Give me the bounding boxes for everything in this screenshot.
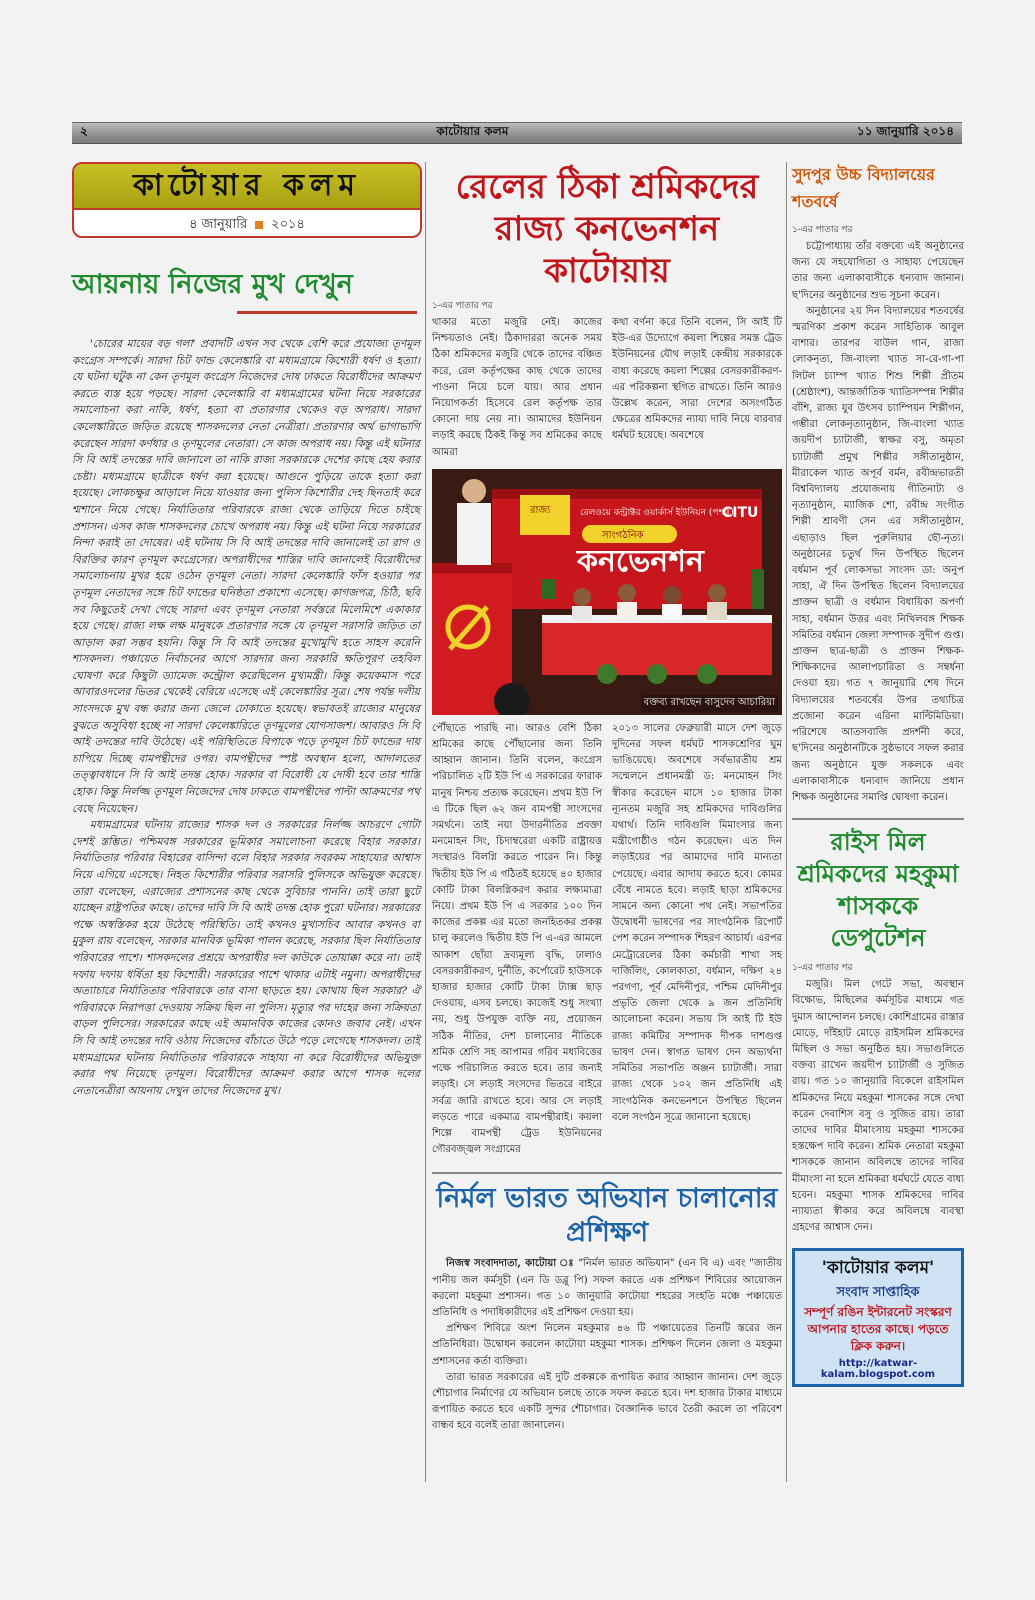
convention-bottom-text <box>432 721 782 1158</box>
nirmal-paragraph-3: তারা ভারত সরকারের এই দুটি প্রকল্পকে রূপায়িত করার আহ্বান জানান। দেশ জুড়ে শৌচাগার নির্মাণের যে অভিযান চলছে তাকে সফল করতে হবে। দশ হাজার টাকার মাধ্যমে রূপায়িত করতে হবে একটি সুন্দর শৌচাগার। বৈজ্ঞানিক ভাবে তৈরী করলে তা পরিবেশ বান্ধব হবে বলেই তারা জানালেন। <box>432 1371 782 1432</box>
masthead <box>72 162 422 238</box>
editorial-paragraph-1: 'চোরের মায়ের বড় গলা' প্রবাদটি এখন সব থেকে বেশি করে প্রযোজ্য তৃণমূল কংগ্রেস সম্পর্কে। সারদা চিট ফান্ড কেলেঙ্কারি বা মধ্যমগ্রামে কিশোরী ধর্ষণ ও হত্যা। যে ঘটনা ঘটুক না কেন তৃণমূল কংগ্রেস নিজেদের দোষ ঢাকতে বিরোধীদের আক্রমণ করতে ব্যস্ত হয়ে পড়ছে। সারদা কেলেঙ্কারি বা মধ্যমগ্রামের ঘটনা নিয়ে সরকারের সমালোচনা করা নাকি, ধর্ষণ, হত্যা বা প্রতারণার থেকেও বড় অপরাধ। সারদা কেলেঙ্কারিতে জড়িত রয়েছে শাসকদলের নেতা নেত্রীরা। প্রতারণার অর্থ ভাগাভাগি করেছেন সারদা কর্ণধার ও তৃণমূলের নেতারা। সে কাজ অপরাধ নয়। কিন্তু এই ঘটনার সি বি আই তদন্তের দাবি জানালে তা নাকি রাজ্য সরকারকে দেশের কাছে হেয় করার চেষ্টা। মধ্যমগ্রামে ছাত্রীকে ধর্ষণ করা হয়েছে। আগুনে পুড়িয়ে তাকে হত্যা করা হয়েছে। লোকচক্ষুর আড়ালে নিয়ে যাওয়ার জন্য পুলিস কিশোরীর দেহ ছিনতাই করে শ্মশানে নিয়ে গেছে। নির্যাতিতার পরিবারকে রাজ্য থেকে তাড়িয়ে দিতে চাইছে প্রশাসন। এসব কাজ শাসকদলের চোখে অপরাধ নয়। কিন্তু এই ঘটনা নিয়ে সরকারের নিন্দা করাই তা দোষের। এই ঘটনায় সি বি আই তদন্তের দাবি জানালেই তা রাগ ও বিরক্তির কারণ তৃণমূল কংগ্রেসের। অপরাধীদের শাস্তির দাবি জানালেই বিরোধীদের সমালোচনায় মুখর হয়ে ওঠেন তৃণমূল নেতা। সারদা কেলেঙ্কারি ফাঁস হওয়ার পর তৃণমূল নেতাদের সঙ্গে চিট ফান্ডের ঘনিষ্ঠতা প্রকাশ্যে এসেছে। কাগজপত্র, চিঠি, ছবি সব কিছুতেই দেখা গেছে সারদা এবং তৃণমূল নেতারা সর্বস্তরে মিলেমিশে একাকার হয়ে গেছে। রাজ্য লক্ষ লক্ষ মানুষকে প্রতারণার সঙ্গে যে তৃণমূল সরাসরি জড়িত তা আড়াল করা সম্ভব হয়নি। কিন্তু সি বি আই তদন্তের মুখোমুখি হতে সাহস করেনি শাসকদল। পঞ্চায়েত নির্বাচনের আগে সারদার জন্য সরকারি ক্ষতিপূরণ তহবিল ঘোষণা করে কিছুটা ড্যামেজ কন্ট্রোল করেছিলেন মুখ্যমন্ত্রী। কিন্তু কয়েকমাস পরে আবারওদলের ভিতর থেকেই বেরিয়ে এসেছে এই কেলেঙ্কারির সূত্র। শেষ পর্যন্ত দলীয় সাংসদকে মুখ বন্ধ করার জন্য জেলে ঢোকাতে হয়েছে। স্বভাবতই রাজ্যের মানুষের বুঝতে অসুবিধা হচ্ছে না সারদা কেলেঙ্কারিতে তৃণমূলের যোগসাজশ। আবারও সি বি আই তদন্তের দাবি উঠেছে। এই পরিস্থিতিতে বিপাকে পড়ে তৃণমূল চিট ফান্ডের দায় চাপিয়ে দিচ্ছে বামপন্থীদের ওপর। বামপন্থীদের স্পষ্ট অবস্থান হলো, আদালতের তত্ত্বাবধানে সি বি আই তদন্ত হোক। সরকার বা বিরোধী যে দোষী হবে তার শাস্তি হোক। কিন্তু নির্লজ্জ তৃণমূল নিজেদের দোষ ঢাকতে বামপন্থীদের পাল্টা আক্রমণের পথ বেছে নিয়েছেন। <box>72 338 420 815</box>
photo-banner: কনভেনশন <box>577 543 704 579</box>
column-divider-left <box>425 162 426 1482</box>
school-headline: সুদপুর উচ্চ বিদ্যালয়ের শতবর্ষে <box>792 165 935 211</box>
nirmal-text: "নির্মল ভারত অভিযান" (এন বি এ) এবং "জাতীয় পানীয় জল কর্মসূচী (এন ডি ডব্লু পি) সফল করতে এক প্রশিক্ষণ শিবিরের আয়োজন করলো মহকুমা প্রশাসন। গত ১০ জানুয়ারি কাটোয়া শহরের সংহতি মঞ্চে পঞ্চায়েত প্রতিনিধি ও পদাধিকারীদের এই প্রশিক্ষণ দেওয়া হয়। <box>432 1258 782 1318</box>
nirmal-headline: নির্মল ভারত অভিযান চালানোর প্রশিক্ষণ <box>432 1172 782 1250</box>
convention-top-col-2: কথা বর্ণনা করে তিনি বলেন, সি আই টি ইউ-এর উদ্যোগে কয়লা শিল্পের সমস্ত ট্রেড ইউনিয়নের যৌথ লড়াই কেন্দ্রীয় সরকারকে বাধ্য করেছে কয়লা শিল্পের বেসরকারীকরণ-এর পরিকল্পনা স্থগিত রাখতে। তিনি আরও উল্লেখ করেন, সারা দেশের অসংগঠিত ক্ষেত্রের শ্রমিকদের ন্যায্য দাবি নিয়ে বারবার ধর্মঘট হয়েছে। অবশেষে <box>612 317 782 442</box>
editorial-column <box>72 162 420 1099</box>
rice-mill-continued-label: ১-এর পাতার পর <box>792 963 853 974</box>
convention-top-col-1: থাকার মতো মজুরি নেই। কাজের নিশ্চয়তাও নেই। ঠিকাদাররা অনেক সময় ঠিকা শ্রমিকদের মজুরি থেকে তাদের বঞ্চিত করে, রেল কর্তৃপক্ষের কাছ থেকে তাদের পাওনা নিয়ে চলে যায়। আর প্রধান নিয়োগকর্তা হিসেবে রেল কর্তৃপক্ষ তার কোনো দায় নেয় না। আমাদের ইউনিয়ন লড়াই করছে ঠিকই কিন্তু সব শ্রমিকের কাছে আমরা <box>432 317 602 458</box>
convention-bottom-col-1: পৌঁছাতে পারছি না। আরও বেশি ঠিকা শ্রমিকের কাছে পৌঁছানোর জন্য তিনি আহ্বান জানান। তিনি বলেন, কংগ্রেস পরিচালিত ২টি ইউ পি এ সরকারের ফারাক মানুষ নিশ্চয় প্রত্যক্ষ করেছেন। প্রথম ইউ পি এ টিকে ছিল ৬২ জন বামপন্থী সাংসদের সমর্থনে। তাই নয়া উদারনীতির প্রবক্তা মনমোহন সিং, চিদাম্বরেরা একটি রাষ্ট্রায়ত্ত সংস্থারও বিলগ্নি করতে পারেন নি। কিন্তু দ্বিতীয় ইউ পি এ গঠিতই হয়েছে ৪০ হাজার কোটি টাকা বিলগ্নিকরণ করার লক্ষ্যমাত্রা নিয়ে। প্রথম ইউ পি এ সরকার ১০০ দিন কাজের প্রকল্প এর মতো জনহিতকর প্রকল্প চালু করলেও দ্বিতীয় ইউ পি এ-এর আমলে আকাশ ছোঁয়া দ্রব্যমূল্য বৃদ্ধি, ঢালাও বেসরকারীকরণ, দুর্নীতি, কর্পোরেট হাউসকে হাজার হাজার কোটি টাকা ট্যাক্স ছাড় দেওয়ায়, এসব চলছে। কাজেই শুধু সংখ্যা নয়, শুধু উপযুক্ত ব্যক্তি নয়, প্রয়োজন সঠিক নীতির, দেশ চালানোর নীতিকে শ্রমিক শ্রেণি সহ আপামর গরিব মধ্যবিত্তের পক্ষে পরিচালিত করতে হবে। তার জন্যই লড়াই। সে লড়াই সংসদের ভিতরে বাইরে সর্বত্র জারি রাখতে হবে। আর সে লড়াই লড়তে পারে একমাত্র বামপন্থীরাই। কয়লা শিল্পে বামপন্থী ট্রেড ইউনিয়নের গৌরবজ্জ্বল সংগ্রামের <box>432 722 602 1156</box>
square-bullet-icon <box>255 221 263 229</box>
editorial-headline: আয়নায় নিজের মুখ দেখুন <box>72 269 353 300</box>
convention-top-text <box>432 315 782 461</box>
rice-mill-body <box>792 977 964 1236</box>
convention-continued-label: ১-এর পাতার পর <box>432 301 493 311</box>
convention-bottom-col-2: ২০১৩ সালের ফেব্রুয়ারী মাসে দেশ জুড়ে দুদিনের সফল ধর্মঘট শাসকশ্রেণির ঘুম ভাঙিয়েছে। অবশেষে সর্বভারতীয় শ্রম সম্মেলনে প্রধানমন্ত্রী ড: মনমোহন সিং স্বীকার করেছেন মাসে ১০ হাজার টাকা ন্যূনতম মজুরি সহ শ্রমিকদের দাবিগুলির যথার্থ। তিনি দাবিগুলি মিমাংসার জন্য মন্ত্রীগোষ্ঠীও গঠন করেছেন। এত দিন লড়াইয়ের পর আমাদের দাবি মান্যতা পেয়েছে। এবার আদায় করতে হবে। কোমর বেঁধে নামতে হবে। লড়াই ছাড়া শ্রমিকদের সামনে অন্য কোনো পথ নেই। সভাপতির উদ্বোধনী ভাষণের পর সাংগঠনিক রিপোর্ট পেশ করেন সম্পাদক শিহরণ আচার্য। এরপর মেট্রোরেলের ঠিকা কর্মচারী শাখা সহ দার্জিলিং, কোলকাতা, বর্ধমান, দক্ষিণ ২৪ পরগণা, পূর্ব মেদিনীপুর, পশ্চিম মেদিনীপুর প্রভৃতি জেলা থেকে ৯ জন প্রতিনিধি আলোচনা করেন। সভায় সি আই টি ইউ রাজ্য কমিটির সম্পাদক দীপক দাশগুপ্ত ভাষণ দেন। স্বাগত ভাষণ দেন অভ্যর্থনা সমিতির সভাপতি অঞ্জন চ্যাটার্জী। সারা রাজ্য থেকে ১০২ জন প্রতিনিধি এই সাংগঠনিক কনভেনশনে উপস্থিত ছিলেন বলে সংগঠন সূত্রে জানানো হয়েছে। <box>612 722 782 1123</box>
masthead-date-year: ২০১৪ <box>271 217 305 232</box>
rice-mill-paragraph: মজুরি। মিল গেটে সভা, অবস্থান বিক্ষোভ, মিছিলের কর্মসূচির মাধ্যমে গত দুমাস আন্দোলন চলছে। কোশিগ্রামের রাস্তার মোড়ে, দাঁইহাট মোড়ে রাইসমিল শ্রমিকদের মিছিল ও সভা অনুষ্ঠিত হয়। সভাগুলিতে বক্তব্য রাখেন জয়দীপ চ্যাটার্জী ও সুজিত রায়। গত ১০ জানুয়ারি বিকেলে রাইসমিল শ্রমিকদের নিয়ে মহকুমা শাসকের সঙ্গে দেখা করেন দেবাশিস বসু ও সুজিত রায়। তারা তাদের দাবির মীমাংসায় মহকুমা শাসকের হস্তক্ষেপ দাবি করেন। শ্রমিক নেতারা মহকুমা শাসককে জানান অবিলম্বে তাদের দাবির মীমাংসা না হলে শ্রমিকরা ধর্মঘটে যেতে বাধ্য হবেন। মহকুমা শাসক শ্রমিকদের দাবির ন্যায্যতা স্বীকার করে অবিলম্বে ব্যবস্থা গ্রহণের আশ্বাস দেন। <box>792 979 964 1234</box>
photo-banner-sub: সাংগঠনিক <box>602 529 644 541</box>
masthead-title: কাটোয়ার কলম <box>74 164 420 210</box>
nirmal-body <box>432 1256 782 1434</box>
masthead-date-day: ৪ জানুয়ারি <box>189 217 248 232</box>
editorial-paragraph-2: মধ্যমগ্রামের ঘটনায় রাজ্যের শাসক দল ও সরকারের নির্লজ্জ আচরণে গোটা দেশই স্তম্ভিত। পশ্চিমবঙ্গ সরকারের ভূমিকার সমালোচনা করেছে বিহার সরকার। নির্যাতিতার পরিবার বিহারের বাসিন্দা বলে বিহার সরকার সবরকম সাহায্যের আশ্বাস নিয়ে এগিয়ে এসেছে। নিহত কিশোরীর পরিবার সরাসরি পুলিসকে অভিযুক্ত করেছে। তারা বলেছেন, এরাজ্যের প্রশাসনের কাছ থেকে সুবিচার পাননি। তাই তারা ছুটে যাচ্ছেন রাষ্ট্রপতির কাছে। তাদের দাবি সি বি আই তদন্ত হোক পুরো ঘটনার। সরকারের পক্ষে অস্বস্তিকর হয়ে উঠেছে পরিস্থিতি। তাই কখনও মুখ্যসচিব আবার কখনও বা মুকুল রায় বলেছেন, সরকার মানবিক ভূমিকা পালন করেছে, সরকার ছিল নির্যাতিতার পরিবারের পাশে। শাসকদলের প্রশ্রয়ে অপরাধীর দল কাউকে তোয়াক্কা করে না। তাই দফায় দফায় ধর্ষিতা হয় কিশোরী। সরকারের পাশে থাকার এটাই নমুনা। অপরাধীদের অত্যাচারে নির্যাতিতার পরিবারকে তার বাসা ছাড়তে হয়। কোথায় ছিল সরকার? ঐ পরিবারকে নিরাপত্তা দেওয়ায় সক্রিয় ছিল না পুলিস। মৃত্যুর পর দাহের জন্য সক্রিয়তা বাড়ল পুলিসের। সরকারের কাছে এই অমানবিক কাজের কোনও জবাব নেই। এখন সি বি আই তদন্তের দাবি ওঠায় নিজেদের বাঁচাতে উঠে পড়ে লেগেছে শাসকদল। তাই মধ্যমগ্রামের ঘটনায় নির্যাতিতার পরিবারকে সাহায্য না করে বিরোধীদের অভিযুক্ত করার পথ নিয়েছে তৃণমূল। বিরোধীদের আক্রমণ করার আগে শাসক দলের নেতানেত্রীরা আয়নায় দেখুন তাদের নিজেদের মুখ। <box>72 819 420 1097</box>
column-divider-right <box>786 162 787 1482</box>
convention-photo-art <box>432 469 782 715</box>
photo-citu: CITU <box>722 504 759 521</box>
convention-photo <box>432 469 782 715</box>
right-column <box>792 162 964 1387</box>
school-paragraph-2: অনুষ্ঠানের ২য় দিন বিদ্যালয়ের শতবর্ষের স্মরণিকা প্রকাশ করেন সাহিত্যিক আবুল বাশার। তারপর বাউল গান, রাজা লোকনৃত্য, জি-বাংলা খ্যাত সা-রে-গা-পা লিটল চ্যাম্প খ্যাত শিশু শিল্পী প্রীতম (শ্রেষ্ঠাংশ), আন্তর্জাতিক খ্যাতিসম্পন্ন শিল্পীর বাঁশি, রাজ্য যুব উৎসব চ্যাম্পিয়ন শিল্পীগন, গম্ভীরা লোকনৃত্যানুষ্ঠান, জি-বাংলা খ্যাত জয়দীপ চ্যাটার্জী, স্বাক্ষর বসু, অমৃতা চ্যাটার্জী প্রমুখ শিল্পীর সঙ্গীতানুষ্ঠান, মীরাকেল খ্যাত অপূর্ব বর্মন, রবীন্দ্রভারতী বিশ্ববিদ্যালয় প্রযোজনায় গীতিনাট্য ও নৃত্যানুষ্ঠান, ম্যাজিক শো, রবীন্দ্র সংগীত শিল্পী শ্রাবণী সেন এর সঙ্গীতানুষ্ঠান, এছাড়াও ছিল পুরুলিয়ার ছৌ-নৃত্য। অনুষ্ঠানের চতুর্থ দিন উপস্থিত ছিলেন বর্ধমান পূর্ব লোকসভা সাংসদ ডা: অনুপ সাহা, ঐ দিন উপস্থিত ছিলেন বিদ্যালয়ের প্রাক্তন ছাত্রী ও বর্ধমান বিধায়িকা অপর্ণা সাহা, বর্ধমান উত্তর এবং নিখিলবঙ্গ শিক্ষক সমিতির বর্ধমান জেলা সম্পাদক সুদীপ গুপ্ত। প্রাক্তন ছাত্র-ছাত্রী ও প্রাক্তন শিক্ষক-শিক্ষিকাদের আলাপচারিতা ও সম্বর্ধনা দেওয়া হয়। গত ৭ জানুয়ারি শেষ দিনে বিদ্যালয়ের শতবর্ষের উপর তথ্যচিত্র প্রজোনা করেন এরিনা মাল্টিমিডিয়া। পরিশেষে আতসবাজি প্রদর্শনী করে, ছ'দিনের অনুষ্ঠানটিকে সুষ্ঠভাবে সফল করার জন্য অনুষ্ঠানে যুক্ত সকলকে এবং এলাকাবাসীকে ধন্যবাদ জানিয়ে প্রধান শিক্ষক অনুষ্ঠানের সমাপ্তি ঘোষণা করেন। <box>792 305 964 803</box>
nirmal-paragraph-1 <box>432 1256 782 1321</box>
header-date: ১১ জানুয়ারি ২০১৪ <box>856 124 954 138</box>
headline-underline <box>237 311 417 314</box>
nirmal-byline: নিজস্ব সংবাদদাতা, কাটোয়া ঃ <box>446 1258 575 1270</box>
header-paper-name: কাটোয়ার কলম <box>436 124 509 138</box>
school-paragraph-1: চট্টোপাধ্যায় তাঁর বক্তব্যে এই অনুষ্ঠানের জন্য যে সহযোগিতা ও সাহায্য পেয়েছেন তার জন্য এলাকাবাসীকে ধন্যবাদ জানান। ছ'দিনের অনুষ্ঠানের শুভ সূচনা করেন। <box>792 241 964 301</box>
photo-union-name: রেলওয়ে কন্ট্রাক্টর ওয়ার্কার্স ইউনিয়ন (পশ্চঃ) <box>580 507 734 518</box>
blog-ad-box[interactable] <box>792 1248 964 1387</box>
photo-caption: বক্তব্য রাখছেন বাসুদেব আচারিয়া <box>641 695 778 712</box>
school-continued-label: ১-এর পাতার পর <box>792 225 853 235</box>
page-number: ২ <box>80 124 88 138</box>
middle-column <box>432 162 782 1435</box>
ad-subtitle: সংবাদ সাপ্তাহিক <box>836 1285 920 1301</box>
nirmal-paragraph-2: প্রশিক্ষণ শিবিরে অংশ নিলেন মহকুমার ৪৬ টি পঞ্চায়েতের তিনটি স্তরের জন প্রতিনিধিরা। উদ্বোধন করলেন কাটোয়া মহকুমা শাসক। প্রশিক্ষণ দিলেন জেলা ও মহকুমা প্রশাসনের কর্তা ব্যক্তিরা। <box>432 1323 782 1367</box>
svg-text:রাজ্য: রাজ্য <box>530 504 551 516</box>
ad-description: সম্পূর্ণ রঙিন ইন্টারনেট সংস্করণ আপনার হাতের কাছে। পড়তে ক্লিক করুন। <box>804 1305 952 1354</box>
rice-mill-headline: রাইস মিল শ্রমিকদের মহকুমা শাসককে ডেপুটেশন <box>792 818 964 954</box>
school-body <box>792 239 964 806</box>
masthead-date <box>74 210 420 236</box>
editorial-body <box>72 336 420 1099</box>
ad-title: 'কাটোয়ার কলম' <box>821 1258 935 1279</box>
ad-url-link[interactable]: http://katwar-kalam.blogspot.com <box>820 1358 936 1381</box>
page-header-bar <box>72 122 962 144</box>
convention-headline: রেলের ঠিকা শ্রমিকদের রাজ্য কনভেনশন কাটোয়ায় <box>455 167 759 291</box>
